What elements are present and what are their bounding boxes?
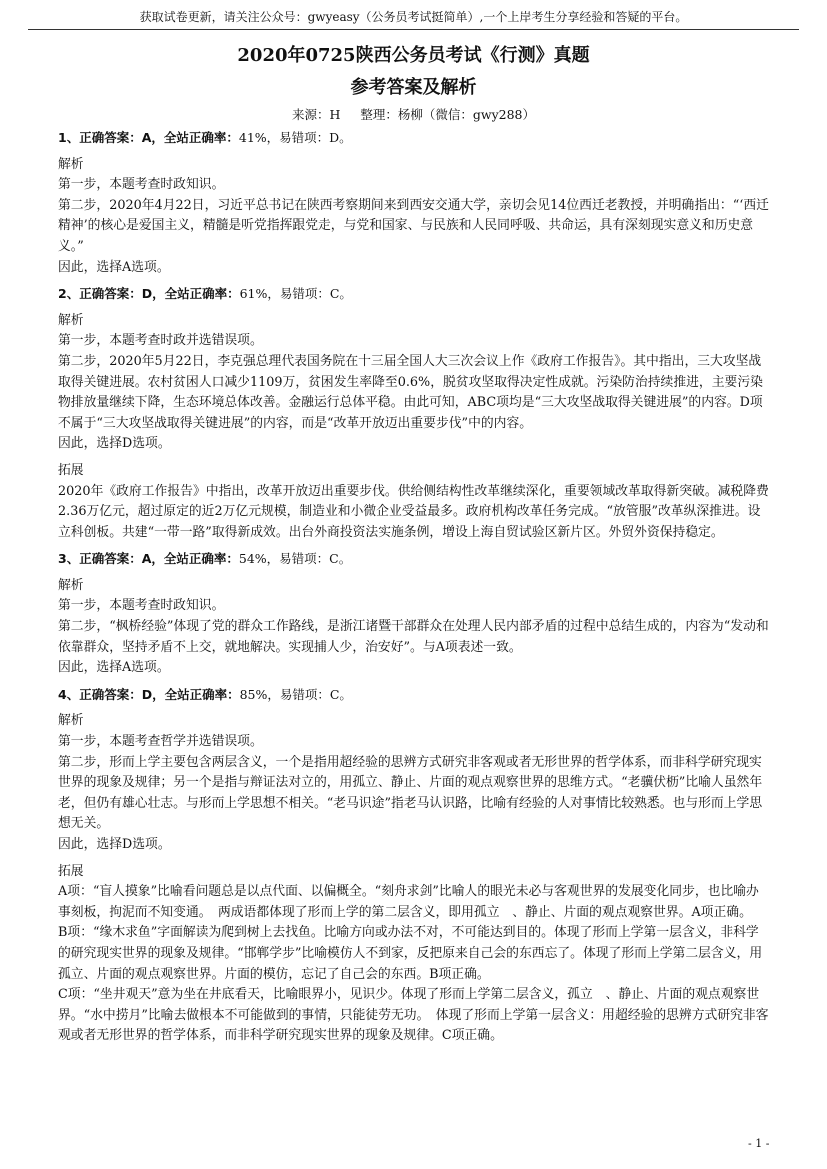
- analysis-paragraph: 第一步，本题考查哲学并选错误项。: [58, 734, 263, 750]
- answer-heading: [58, 549, 770, 570]
- header-divider: [28, 29, 799, 30]
- analysis-paragraph: 第二步，2020年5月22日，李克强总理代表国务院在十三届全国人大三次会议上作《政府工作报告》。其中指出，三大攻坚战取得关键进展。农村贫困人口减少1109万，贫困发生率降至0.6%，脱贫攻坚取得决定性成就。污染防治持续推进，主要污染物排放量继续下降，生态环境总体改善。金融运行总体平稳。由此可知，ABC项均是“三大攻坚战取得关键进展”的内容。D项不属于“三大攻坚战取得关键进展”的内容，而是“改革开放迈出重要步伐”中的内容。: [58, 353, 763, 431]
- analysis-paragraph: 第一步，本题考查时政知识。: [58, 177, 225, 193]
- page-number: - 1 -: [748, 1137, 770, 1150]
- question-block: [58, 128, 770, 278]
- answer-heading: [58, 685, 770, 706]
- extension-paragraph: A项：“盲人摸象”比喻看问题总是以点代面、以偏概全。“刻舟求剑”比喻人的眼光未必与客观世界的发展变化同步，也比喻办事刻板，拘泥而不知变通。 两成语都体现了形而上学的第二层含义，即用孤立 、静止、片面的观点观察世界。A项正确。: [58, 884, 759, 920]
- extension-label: 拓展: [58, 462, 84, 478]
- question-block: [58, 549, 770, 679]
- analysis-label: 解析: [58, 156, 84, 172]
- page-subtitle: 参考答案及解析: [350, 77, 477, 98]
- analysis-paragraph: 第一步，本题考查时政知识。: [58, 598, 225, 614]
- page-title: 2020年0725陕西公务员考试《行测》真题: [237, 45, 590, 66]
- analysis-paragraph: 因此，选择A选项。: [58, 259, 170, 275]
- answer-heading: [58, 284, 770, 305]
- extension-paragraph: C项：“坐井观天”意为坐在井底看天，比喻眼界小，见识少。体现了形而上学第二层含义，孤立 、静止、片面的观点观察世界。“水中捞月”比喻去做根本不可能做到的事情，只能徒劳无功。 体现了形而上学第一层含义：用超经验的思辨方式研究非客观或者无形世界的哲学体系，而非科学研究现实世界的现象及规律。C项正确。: [58, 987, 769, 1044]
- answer-stats: 61%，易错项：C。: [239, 286, 352, 302]
- analysis-paragraph: 第二步，形而上学主要包含两层含义，一个是指用超经验的思辨方式研究非客观或者无形世界的哲学体系，而非科学研究现实世界的现象及规律；另一个是指与辩证法对立的，用孤立、静止、片面的观点观察世界的思维方式。“老骥伏枥”比喻人虽然年老，但仍有雄心壮志。与形而上学思想不相关。“老马识途”指老马认识路，比喻有经验的人对事情比较熟悉。也与形而上学思想无关。: [58, 754, 763, 832]
- answer-label: 3、正确答案：A，全站正确率：: [58, 551, 239, 567]
- answer-label: 1、正确答案：A，全站正确率：: [58, 130, 239, 145]
- analysis-label: 解析: [58, 312, 84, 328]
- answer-content: [58, 128, 770, 1053]
- answer-label: 2、正确答案：D，全站正确率：: [58, 286, 240, 302]
- question-block: [58, 685, 770, 1047]
- answer-heading: [58, 128, 770, 149]
- answer-stats: 85%，易错项：C。: [239, 686, 352, 702]
- source-from: 来源：H: [291, 107, 341, 122]
- analysis-paragraph: 第一步，本题考查时政并选错误项。: [58, 333, 263, 349]
- extension-paragraph: B项：“缘木求鱼”字面解读为爬到树上去找鱼。比喻方向或办法不对，不可能达到目的。体现了形而上学第一层含义，非科学的研究现实世界的现象及规律。“邯郸学步”比喻模仿人不到家，反把原来自己会的东西忘了。体现了形而上学第二层含义，用孤立、片面的观点观察世界。片面的模仿，忘记了自己会的东西。B项正确。: [58, 925, 763, 982]
- answer-stats: 54%，易错项：C。: [238, 551, 352, 567]
- answer-label: 4、正确答案：D，全站正确率：: [58, 686, 240, 702]
- extension-label: 拓展: [58, 863, 84, 879]
- analysis-paragraph: 第二步，“枫桥经验”体现了党的群众工作路线，是浙江诸暨干部群众在处理人民内部矛盾的过程中总结生成的，内容为“发动和依靠群众，坚持矛盾不上交，就地解决。实现捕人少，治安好”。与A项表述一致。: [58, 619, 769, 655]
- analysis-paragraph: 因此，选择D选项。: [58, 837, 171, 852]
- analysis-paragraph: 因此，选择A选项。: [58, 660, 170, 676]
- source-line: [0, 106, 827, 124]
- analysis-label: 解析: [58, 713, 84, 729]
- extension-paragraph: 2020年《政府工作报告》中指出，改革开放迈出重要步伐。供给侧结构性改革继续深化，重要领域改革取得新突破。减税降费2.36万亿元，超过原定的近2万亿元规模，制造业和小微企业受益最多。政府机构改革任务完成。“放管服”改革纵深推进。设立科创板。共建“一带一路”取得新成效。出台外商投资法实施条例，增设上海自贸试验区新片区。外贸外资保持稳定。: [58, 483, 769, 540]
- question-block: [58, 284, 770, 543]
- analysis-label: 解析: [58, 577, 84, 593]
- answer-stats: 41%，易错项：D。: [238, 130, 352, 145]
- analysis-paragraph: 第二步，2020年4月22日，习近平总书记在陕西考察期间来到西安交通大学，亲切会见14位西迁老教授，并明确指出：“‘西迁精神’的核心是爱国主义，精髓是听党指挥跟党走，与党和国家、与民族和人民同呼吸、共命运，具有深刻现实意义和历史意义。”: [58, 197, 769, 254]
- source-editor: 整理：杨柳（微信：gwy288）: [360, 107, 535, 122]
- analysis-paragraph: 因此，选择D选项。: [58, 436, 171, 452]
- header-note: 获取试卷更新，请关注公众号：gwyeasy（公务员考试挺简单）,一个上岸考生分享经验和答疑的平台。: [139, 10, 688, 24]
